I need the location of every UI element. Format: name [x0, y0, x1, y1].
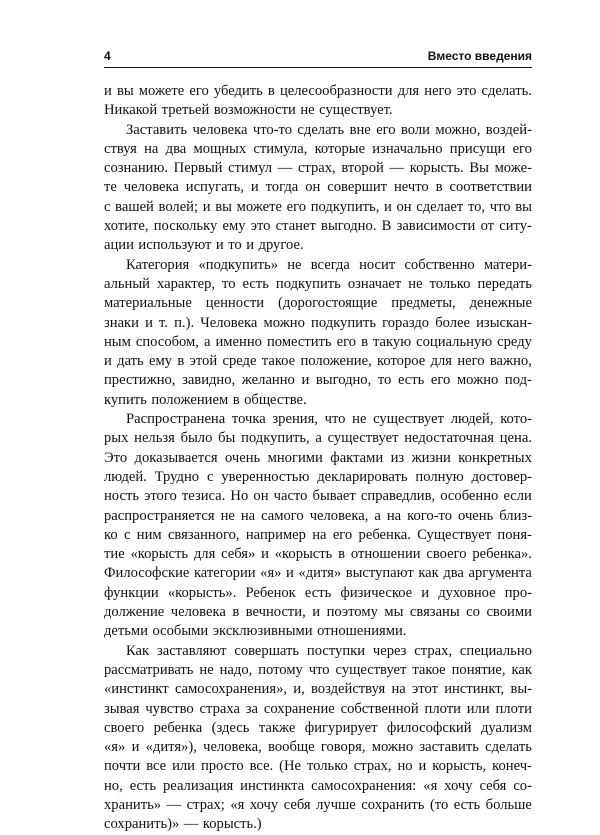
- text-line: ации используют и то и другое.: [104, 237, 304, 254]
- text-line: знаки и т. п.). Человека можно подкупить гораздо более изыскан-: [104, 314, 532, 331]
- text-line: Распространена точка зрения, что не существует людей, кото-: [126, 411, 532, 428]
- text-line: Категория «подкупить» не всегда носит собственно матери-: [126, 256, 532, 273]
- text-line: купить положением в обществе.: [104, 391, 307, 408]
- text-line: зывая чувство страха за сохранение собственной плоти или плоти: [104, 700, 532, 717]
- text-line: рых нельзя было бы подкупить, а существует недостаточная цена.: [104, 430, 532, 447]
- text-line: материальные ценности (дорогостоящие предметы, денежные: [104, 295, 532, 312]
- text-line: рассматривать не надо, потому что существует такое понятие, как: [104, 661, 532, 678]
- text-line: и дать ему в этой среде такое положение, которое для него важно,: [104, 353, 532, 370]
- text-line: Заставить человека что-то сделать вне его воли можно, воздей-: [126, 121, 532, 138]
- text-line: почти все или просто все. (Не только страх, но и корысть, конеч-: [104, 758, 532, 775]
- text-line: детьми особыми эксклюзивными отношениями.: [104, 623, 407, 640]
- running-header: [104, 45, 532, 68]
- text-line: и вы можете его убедить в целесообразности для него это сделать.: [104, 83, 532, 99]
- text-line: людей. Трудно с уверенностью декларировать полную достовер-: [104, 468, 532, 485]
- text-line: «я» и «дитя»), человека, вообще говоря, можно заставить сделать: [104, 739, 532, 756]
- text-line: распространяется не на самого человека, а на кого-то очень близ-: [104, 507, 532, 524]
- text-line: своего ребенка (здесь также фигурирует философский дуализм: [104, 719, 532, 736]
- text-line: сознанию. Первый стимул — страх, второй — корысть. Вы може-: [104, 160, 532, 177]
- text-line: Как заставляют совершать поступки через страх, специально: [126, 642, 532, 659]
- text-line: должение человека в вечности, и поэтому мы связаны со своими: [104, 604, 532, 621]
- text-line: альный характер, то есть подкупить означает не только передать: [104, 275, 532, 292]
- page-number: 4: [104, 49, 111, 63]
- text-line: ность этого тезиса. Но он часто бывает справедлив, особенно если: [104, 488, 532, 505]
- text-line: Никакой третьей возможности не существует.: [104, 102, 393, 119]
- text-line: «инстинкт самосохранения», и, воздействуя на этот инстинкт, вы-: [104, 681, 532, 698]
- text-line: престижно, завидно, желанно и выгодно, то есть его можно под-: [104, 372, 532, 389]
- text-line: тие «корысть для себя» и «корысть в отношении своего ребенка».: [104, 546, 532, 563]
- text-line: ным способом, а именно поместить его в такую социальную среду: [104, 333, 532, 350]
- text-line: ствуя на два мощных стимула, которые изначально присущи его: [104, 140, 532, 157]
- text-line: Это доказывается очень многими фактами из жизни конкретных: [104, 449, 532, 466]
- text-line: с вашей волей; и вы можете его подкупить, и он сделает то, что вы: [104, 198, 532, 215]
- text-line: те человека испугать, и тогда он совершит нечто в соответствии: [104, 179, 532, 196]
- text-line: хранить» — страх; «я хочу себя лучше сохранить (то есть больше: [104, 796, 532, 813]
- text-line: Философские категории «я» и «дитя» выступают как два аргумента: [104, 565, 532, 582]
- body-text: [104, 82, 532, 835]
- text-line: функции «корысть». Ребенок есть физическое и духовное про-: [104, 584, 532, 601]
- text-line: но, есть реализация инстинкта самосохранения: «я хочу себя со-: [104, 777, 532, 794]
- section-title: Вместо введения: [427, 49, 532, 63]
- text-line: ко с ним связанного, например на его ребенка. Существует поня-: [104, 526, 532, 543]
- text-line: сохранить)» — корысть.): [104, 816, 262, 833]
- text-line: хотите, поскольку ему это станет выгодно. В зависимости от ситу-: [104, 218, 532, 235]
